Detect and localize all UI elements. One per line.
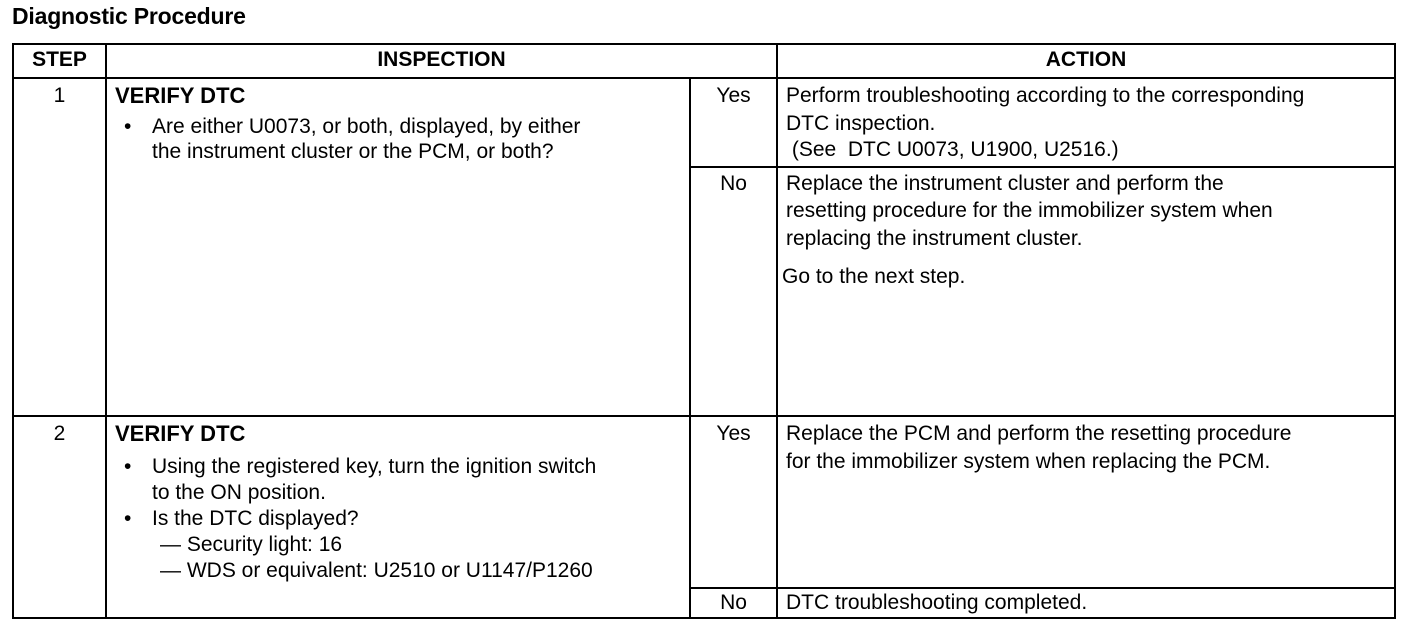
header-divider xyxy=(12,77,1396,79)
inspection-text: Using the registered key, turn the ignition switch xyxy=(152,455,597,478)
inspection-text: to the ON position. xyxy=(152,481,326,504)
table-border-right xyxy=(1394,43,1396,619)
action-text: DTC troubleshooting completed. xyxy=(786,591,1088,614)
action-text: Perform troubleshooting according to the corresponding xyxy=(786,84,1305,107)
inspection-title: VERIFY DTC xyxy=(115,421,246,446)
inspection-text: Are either U0073, or both, displayed, by either xyxy=(152,115,581,138)
bullet-icon: • xyxy=(124,507,132,530)
yes-label: Yes xyxy=(716,422,751,445)
page-title: Diagnostic Procedure xyxy=(12,3,246,29)
action-text: resetting procedure for the immobilizer system when xyxy=(786,199,1273,222)
step-number: 1 xyxy=(53,84,66,107)
header-inspection: INSPECTION xyxy=(377,48,506,71)
action-text: Go to the next step. xyxy=(782,265,966,288)
inspection-text: the instrument cluster or the PCM, or both? xyxy=(152,140,554,163)
step-divider xyxy=(12,415,1396,417)
sub-item: — WDS or equivalent: U2510 or U1147/P1260 xyxy=(160,559,593,582)
no-label: No xyxy=(720,172,747,195)
table-border-left xyxy=(12,43,14,619)
no-label: No xyxy=(720,591,747,614)
header-action: ACTION xyxy=(1045,48,1127,71)
action-text: replacing the instrument cluster. xyxy=(786,227,1083,250)
step-column-divider xyxy=(105,43,107,619)
step-number: 2 xyxy=(53,422,66,445)
action-text: Replace the instrument cluster and perform the xyxy=(786,172,1224,195)
header-step: STEP xyxy=(32,48,87,71)
inspection-title: VERIFY DTC xyxy=(115,83,246,108)
action-text: for the immobilizer system when replacing the PCM. xyxy=(786,450,1271,473)
yes-label: Yes xyxy=(716,84,751,107)
action-column-divider xyxy=(776,43,778,619)
action-text: DTC inspection. xyxy=(786,112,936,135)
step1-yes-no-divider xyxy=(689,166,1396,168)
sub-item: — Security light: 16 xyxy=(160,533,343,556)
bullet-icon: • xyxy=(124,115,132,138)
inspection-text: Is the DTC displayed? xyxy=(152,507,359,530)
table-border-top xyxy=(12,43,1396,45)
action-text: Replace the PCM and perform the resetting procedure xyxy=(786,422,1292,445)
action-text: (See DTC U0073, U1900, U2516.) xyxy=(786,138,1119,161)
yes-no-column-divider xyxy=(689,77,691,619)
table-border-bottom xyxy=(12,617,1396,619)
bullet-icon: • xyxy=(124,455,132,478)
